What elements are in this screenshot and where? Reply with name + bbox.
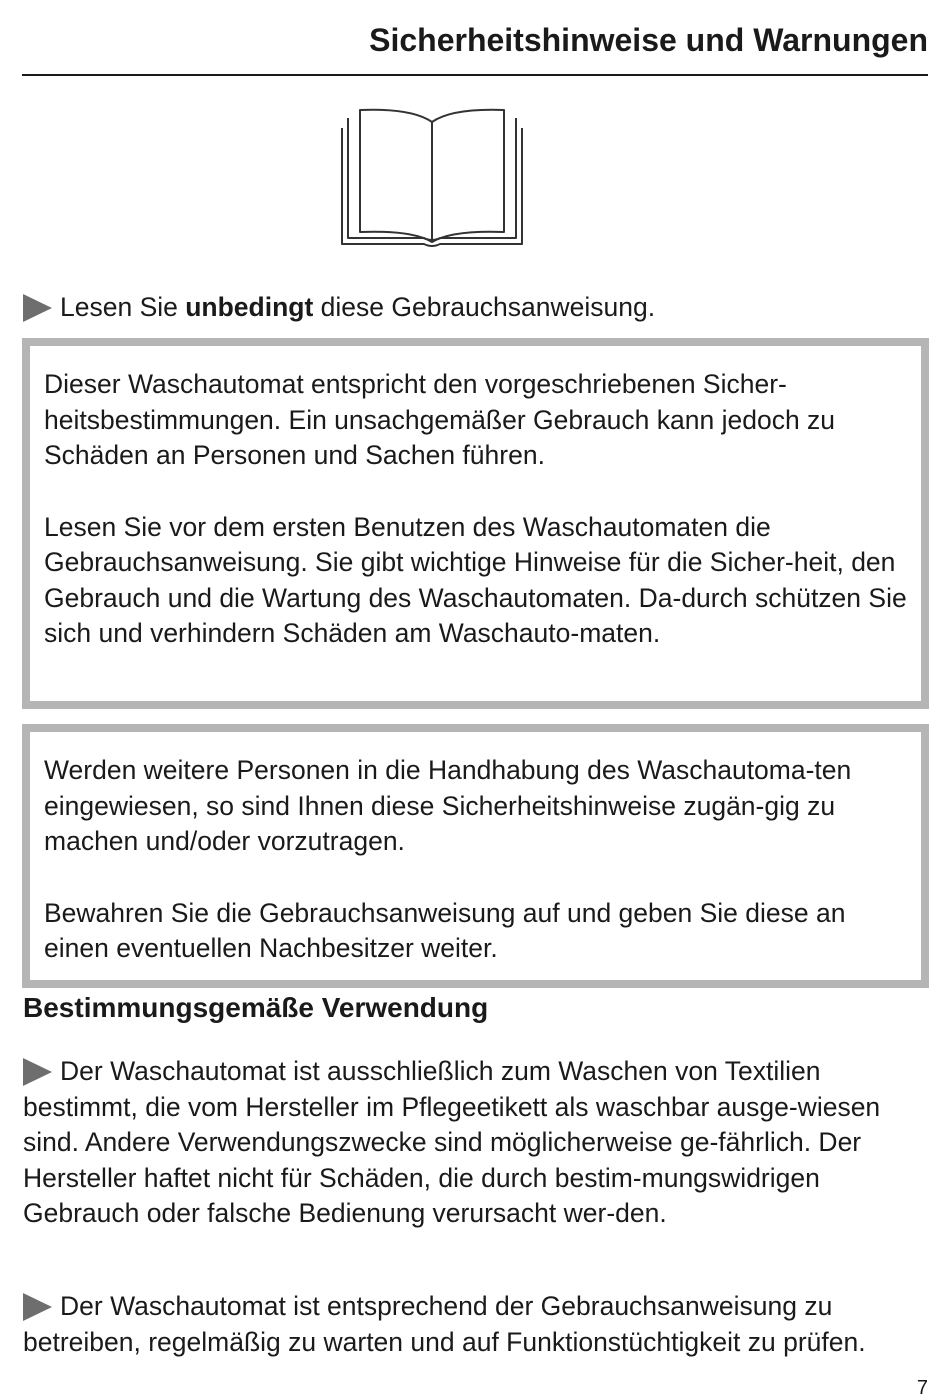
notice-paragraph: Werden weitere Personen in die Handhabung des Waschautoma-ten eingewiesen, so sind Ihnen diese Sicherheitshinweise zugän-gig zu machen und/oder vorzutragen. [44, 755, 852, 856]
safety-notice-box [22, 724, 929, 988]
notice-paragraph: Dieser Waschautomat entspricht den vorgeschriebenen Sicher-heitsbestimmungen. Ein unsachgemäßer Gebrauch kann jedoch zu Schäden an Personen und Sachen führen. [44, 369, 836, 470]
notice-paragraph: Lesen Sie vor dem ersten Benutzen des Waschautomaten die Gebrauchsanweisung. Sie gibt wichtige Hinweise für die Sicher-heit, den Gebrauch und die Wartung des Waschautomaten. Da-durch schützen Sie sich und verhindern Schäden am Waschauto-maten. [44, 511, 907, 648]
header-divider [22, 74, 928, 76]
intro-text-after: diese Gebrauchsanweisung. [313, 292, 656, 322]
triangle-arrow-icon [23, 1058, 52, 1086]
usage-item-text: Der Waschautomat ist entsprechend der Gebrauchsanweisung zu betreiben, regelmäßig zu warten und auf Funktionstüchtigkeit zu prüfen. [23, 1291, 866, 1357]
triangle-arrow-icon [23, 1293, 52, 1321]
section-heading: Bestimmungsgemäße Verwendung [23, 992, 489, 1023]
safety-notice-box [22, 338, 929, 709]
usage-item-text: Der Waschautomat ist ausschließlich zum Waschen von Textilien bestimmt, die vom Hersteller im Pflegeetikett als waschbar ausge-wiesen sind. Andere Verwendungszwecke sind möglicherweise ge-fährlich. Der Hersteller haftet nicht für Schäden, die durch bestim-mungswidrigen Gebrauch oder falsche Bedienung verursacht wer-den. [23, 1056, 881, 1228]
intro-text-before: Lesen Sie [60, 292, 186, 322]
usage-item [23, 1054, 928, 1232]
page-number: 7 [916, 1377, 928, 1399]
usage-item [23, 1289, 928, 1360]
triangle-arrow-icon [23, 294, 52, 322]
intro-instruction [23, 290, 928, 326]
page-title: Sicherheitshinweise und Warnungen [369, 22, 928, 58]
intro-text-bold: unbedingt [185, 292, 314, 322]
notice-paragraph: Bewahren Sie die Gebrauchsanweisung auf und geben Sie diese an einen eventuellen Nachbesitzer weiter. [44, 897, 846, 963]
open-book-icon [338, 106, 526, 248]
